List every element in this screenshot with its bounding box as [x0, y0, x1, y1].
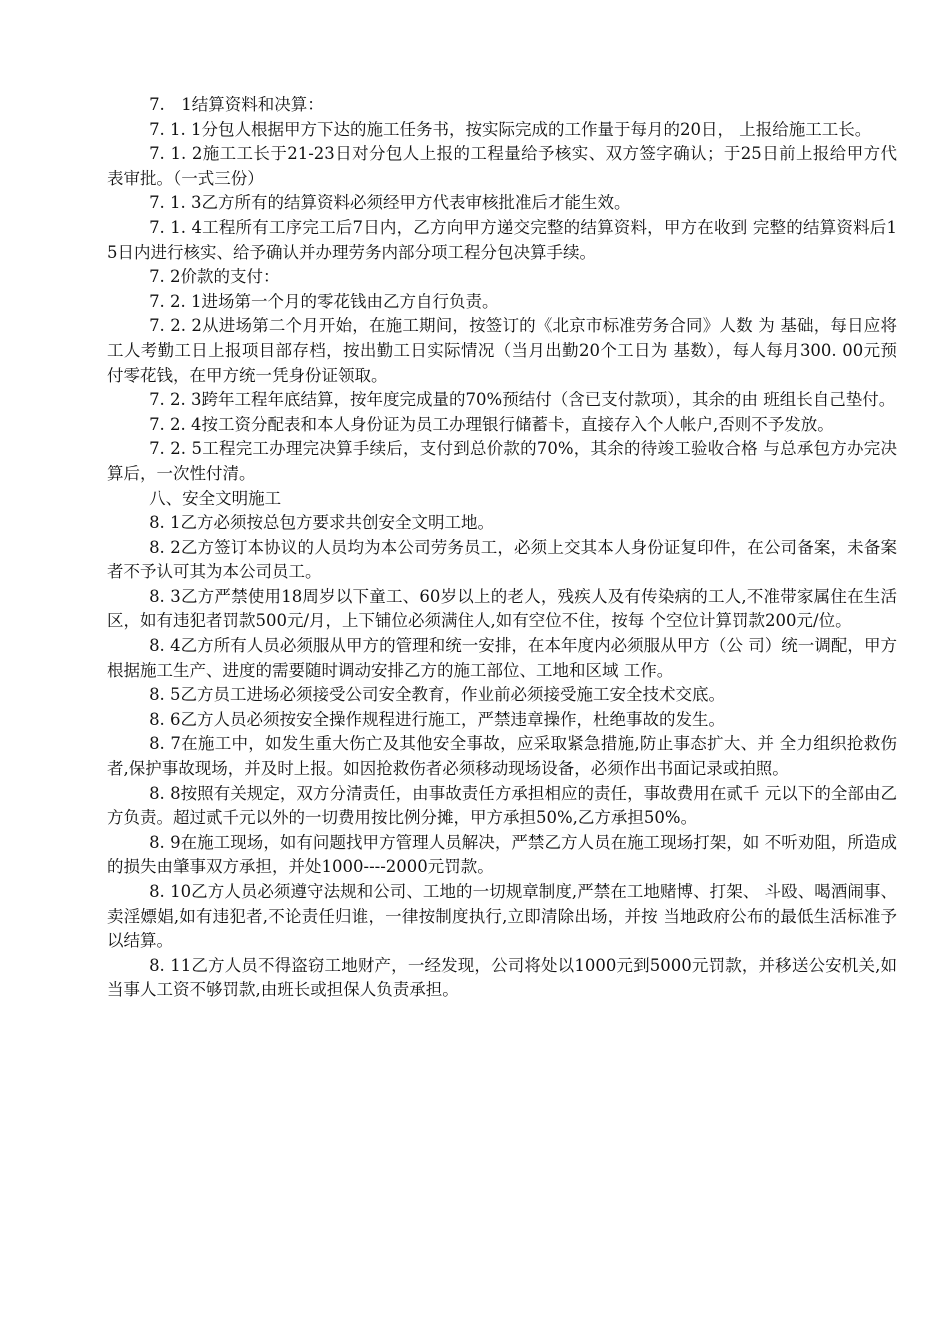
section-8-heading: 八、安全文明施工 [149, 488, 282, 508]
paragraph-8-3: 8. 3乙方严禁使用18周岁以下童工、60岁以上的老人，残疾人及有传染病的工人,不准带家属住在生活区，如有违犯者罚款500元/月，上下铺位必须满住人,如有空位不住，按每 个空位计算罚款200元/位。 [107, 586, 897, 631]
paragraph-7-2-heading: 7. 2价款的支付： [149, 267, 280, 287]
paragraph-7-1-3: 7. 1. 3乙方所有的结算资料必须经甲方代表审核批准后才能生效。 [149, 193, 631, 213]
paragraph-7-2-5: 7. 2. 5工程完工办理完决算手续后，支付到总价款的70%，其余的待竣工验收合格 与总承包方办完决算后，一次性付清。 [107, 439, 897, 483]
document-body [107, 93, 897, 1003]
paragraph-7-1-4: 7. 1. 4工程所有工序完工后7日内，乙方向甲方递交完整的结算资料，甲方在收到 完整的结算资料后15日内进行核实、给予确认并办理劳务内部分项工程分包决算手续。 [107, 217, 897, 262]
paragraph-8-2: 8. 2乙方签订本协议的人员均为本公司劳务员工，必须上交其本人身份证复印件，在公司备案，未备案者不予认可其为本公司员工。 [107, 537, 897, 582]
paragraph-8-1: 8. 1乙方必须按总包方要求共创安全文明工地。 [149, 513, 495, 533]
paragraph-7-1-2: 7. 1. 2施工工长于21-23日对分包人上报的工程量给予核实、双方签字确认；于25日前上报给甲方代表审批。（一式三份） [107, 144, 897, 188]
paragraph-7-2-2: 7. 2. 2从进场第二个月开始，在施工期间，按签订的《北京市标准劳务合同》人数 为 基础，每日应将工人考勤工日上报项目部存档，按出勤工日实际情况（当月出勤20个工日为 基数），每人每月300. 00元预付零花钱，在甲方统一凭身份证领取。 [107, 316, 897, 385]
paragraph-8-4: 8. 4乙方所有人员必须服从甲方的管理和统一安排，在本年度内必须服从甲方（公 司）统一调配，甲方根据施工生产、进度的需要随时调动安排乙方的施工部位、工地和区域 工作。 [107, 636, 897, 680]
paragraph-7-1-heading: 7. 1结算资料和决算： [149, 95, 324, 114]
paragraph-8-11: 8. 11乙方人员不得盗窃工地财产，一经发现，公司将处以1000元到5000元罚款，并移送公安机关,如当事人工资不够罚款,由班长或担保人负责承担。 [107, 955, 897, 1000]
paragraph-8-10: 8. 10乙方人员必须遵守法规和公司、工地的一切规章制度,严禁在工地赌博、打架、 斗殴、喝酒闹事、卖淫嫖娼,如有违犯者,不论责任归谁，一律按制度执行,立即清除出场，并按 当地政府公布的最低生活标准予以结算。 [107, 882, 897, 951]
paragraph-7-2-3: 7. 2. 3跨年工程年底结算，按年度完成量的70%预结付（含已支付款项），其余的由 班组长自己垫付。 [149, 390, 896, 410]
paragraph-7-2-1: 7. 2. 1进场第一个月的零花钱由乙方自行负责。 [149, 291, 499, 311]
paragraph-8-8: 8. 8按照有关规定，双方分清责任，由事故责任方承担相应的责任，事故费用在贰千 元以下的全部由乙方负责。超过贰千元以外的一切费用按比例分摊，甲方承担50%,乙方承担50%。 [107, 783, 897, 828]
paragraph-8-5: 8. 5乙方员工进场必须接受公司安全教育，作业前必须接受施工安全技术交底。 [149, 685, 726, 705]
paragraph-7-2-4: 7. 2. 4按工资分配表和本人身份证为员工办理银行储蓄卡，直接存入个人帐户,否则不予发放。 [149, 414, 834, 434]
paragraph-7-1-1: 7. 1. 1分包人根据甲方下达的施工任务书，按实际完成的工作量于每月的20日， 上报给施工工长。 [149, 119, 872, 139]
paragraph-8-7: 8. 7在施工中，如发生重大伤亡及其他安全事故，应采取紧急措施,防止事态扩大、并 全力组织抢救伤者,保护事故现场，并及时上报。如因抢救伤者必须移动现场设备，必须作出书面记录或拍照。 [107, 734, 897, 779]
paragraph-8-6: 8. 6乙方人员必须按安全操作规程进行施工，严禁违章操作，杜绝事故的发生。 [149, 709, 726, 729]
paragraph-8-9: 8. 9在施工现场，如有问题找甲方管理人员解决，严禁乙方人员在施工现场打架，如 不听劝阻，所造成的损失由肇事双方承担，并处1000----2000元罚款。 [107, 832, 897, 877]
